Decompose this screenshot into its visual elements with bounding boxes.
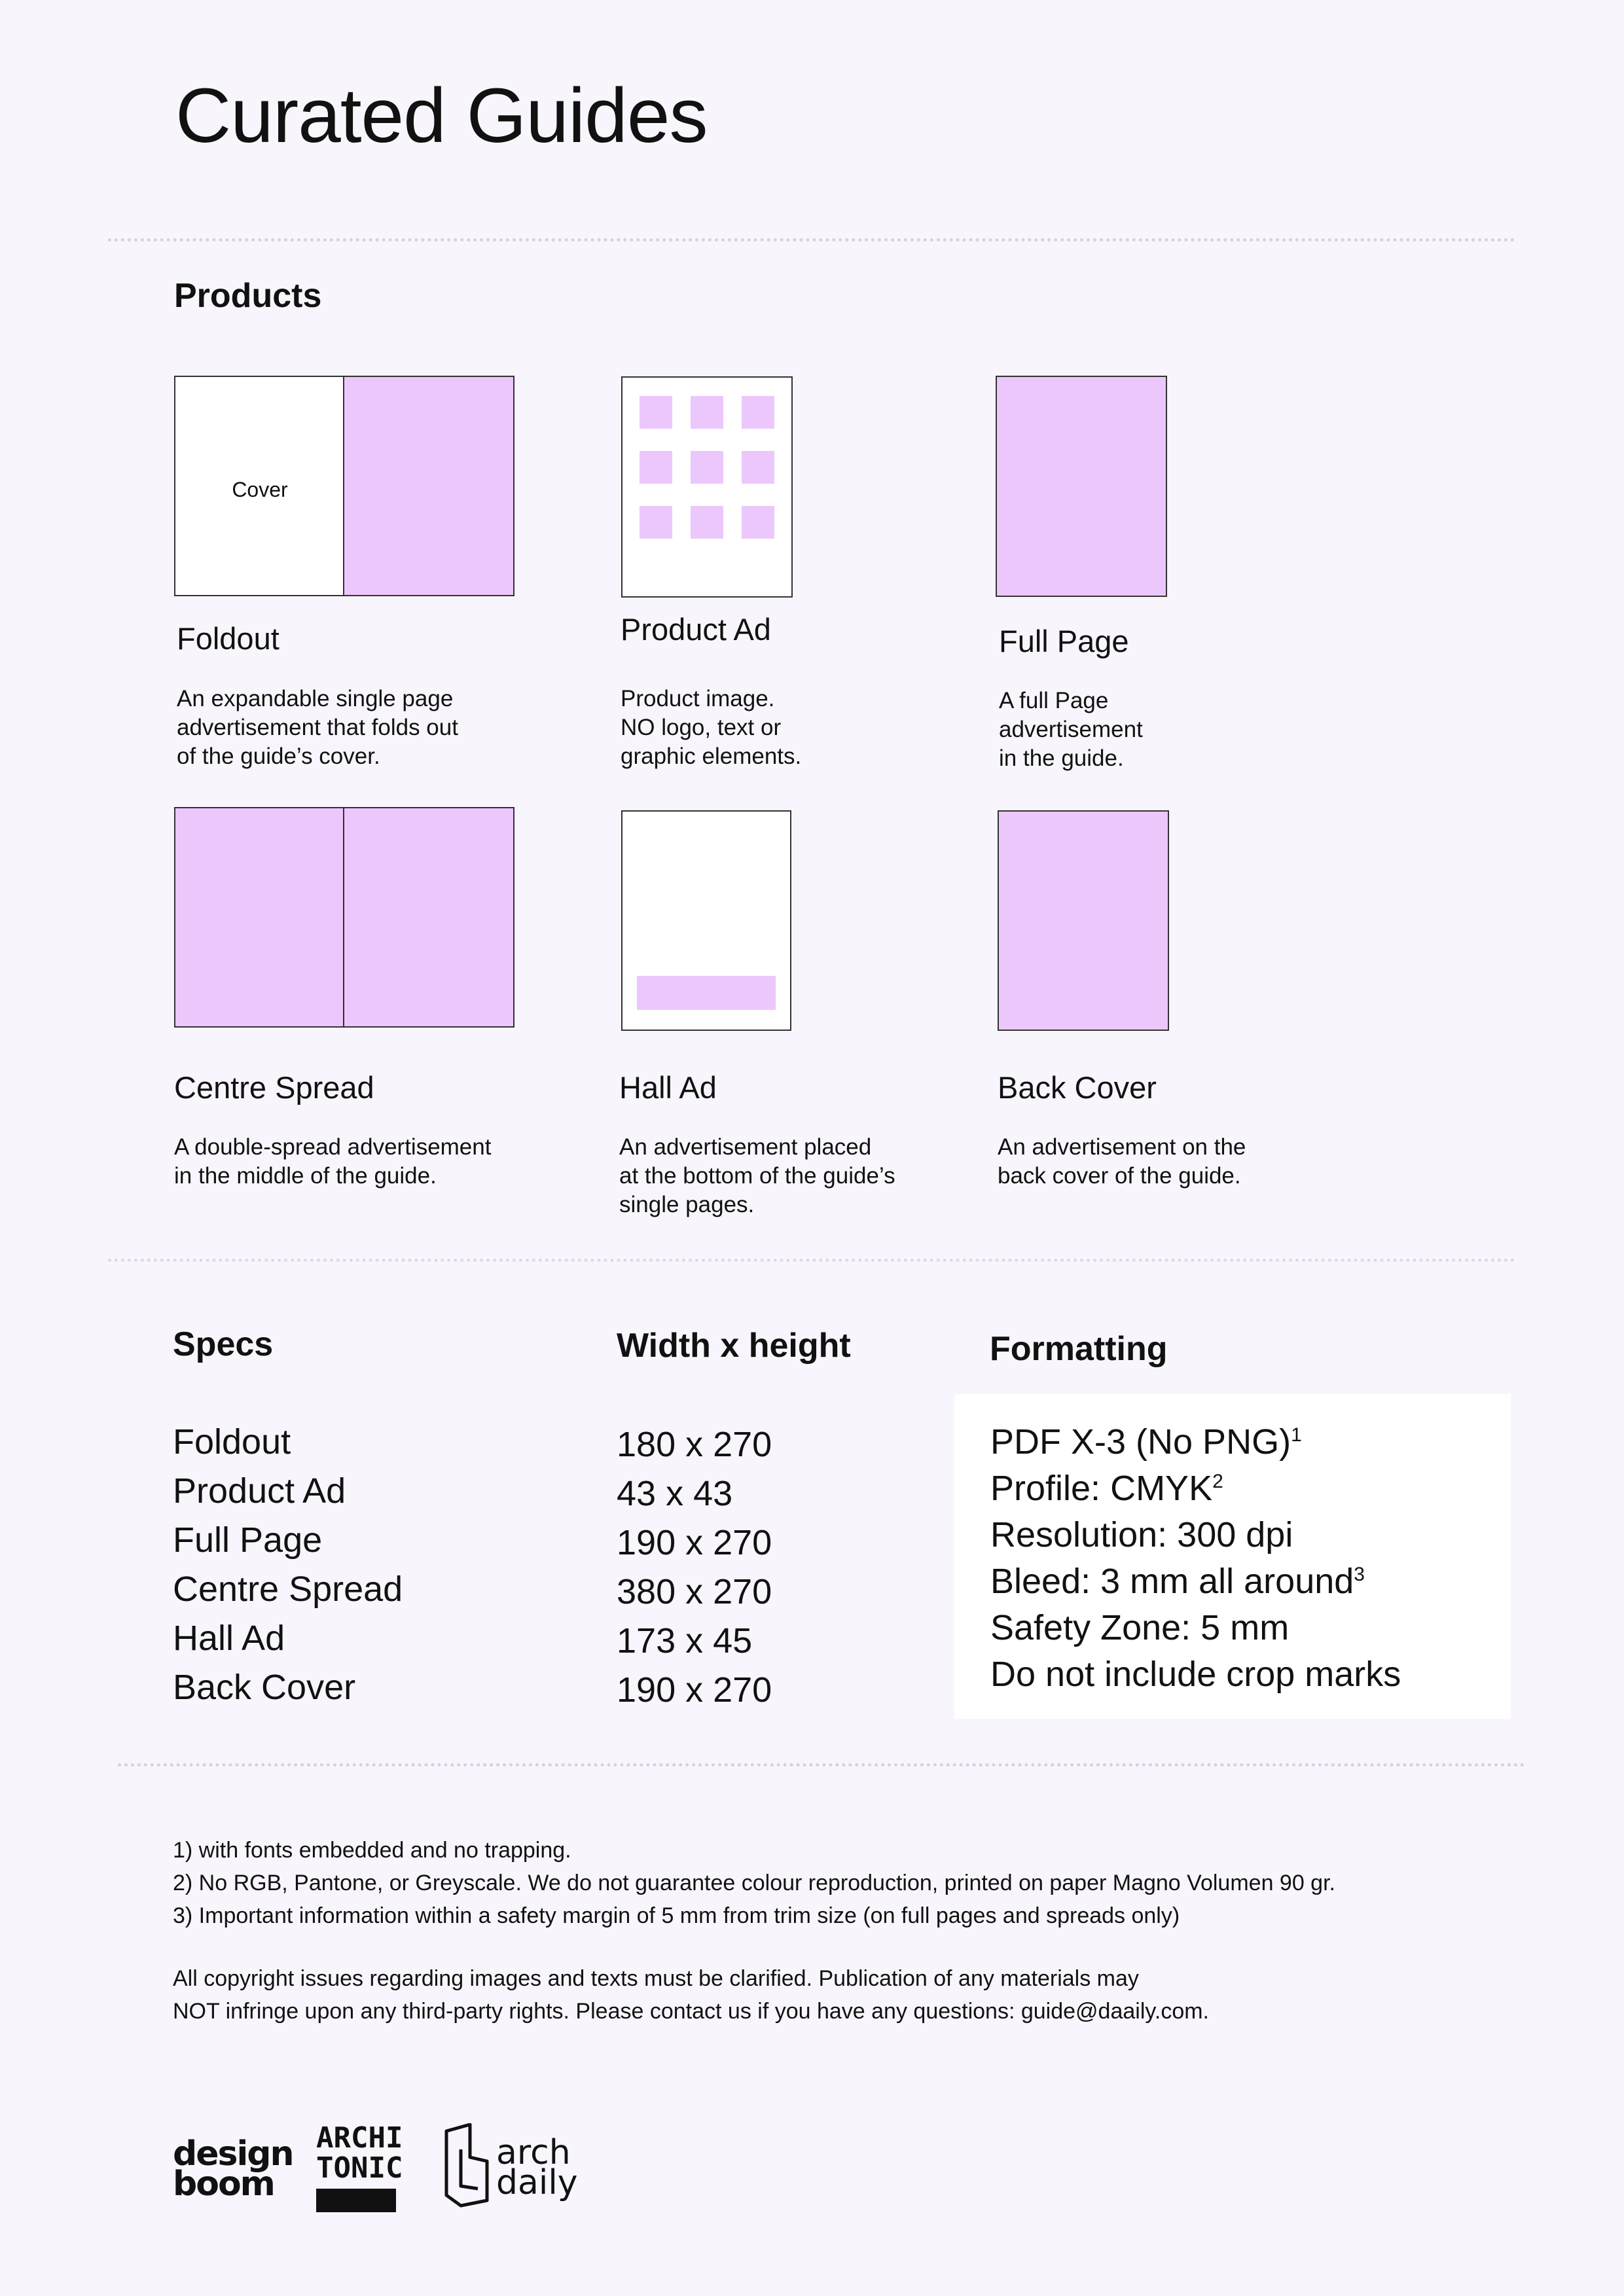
spec-name: Hall Ad xyxy=(173,1619,285,1658)
format-item: Bleed: 3 mm all around$^3$ xyxy=(990,1562,1365,1601)
divider-bottom xyxy=(118,1763,1525,1767)
spec-name: Product Ad xyxy=(173,1471,346,1511)
spec-size: 43 x 43 xyxy=(617,1474,733,1513)
product-desc-hall-ad: An advertisement placed at the bottom of the guide’s single pages. xyxy=(619,1134,895,1217)
footnote: 3) Important information within a safety margin of 5 mm from trim size (on full pages and spreads only) xyxy=(173,1903,1180,1928)
footnotes xyxy=(173,1834,1335,1932)
format-item: Profile: CMYK$^2$ xyxy=(990,1469,1223,1508)
format-item: Do not include crop marks xyxy=(990,1655,1401,1694)
spec-names xyxy=(173,1418,403,1712)
archdaily-logo: arch daily xyxy=(441,2121,585,2212)
footnote-ref: 3 xyxy=(1354,1564,1365,1585)
product-name-centre-spread: Centre Spread xyxy=(174,1070,374,1105)
full-page-thumbnail xyxy=(996,376,1167,597)
copyright-line: All copyright issues regarding images and texts must be clarified. Publication of any materials may xyxy=(173,1966,1139,1991)
spec-size: 180 x 270 xyxy=(617,1425,772,1464)
foldout-thumbnail xyxy=(174,376,514,596)
product-tile xyxy=(691,506,723,539)
product-desc-product-ad: Product image. NO logo, text or graphic elements. xyxy=(621,686,802,769)
centre-spread-thumbnail xyxy=(174,807,514,1028)
spec-size: 190 x 270 xyxy=(617,1523,772,1562)
product-name-hall-ad: Hall Ad xyxy=(619,1070,717,1105)
format-item: Safety Zone: 5 mm xyxy=(990,1608,1290,1647)
spec-size: 380 x 270 xyxy=(617,1572,772,1611)
product-tile xyxy=(742,451,774,484)
footnote: 2) No RGB, Pantone, or Greyscale. We do not guarantee colour reproduction, printed on paper Magno Volumen 90 gr. xyxy=(173,1871,1335,1895)
format-item: Resolution: 300 dpi xyxy=(990,1515,1293,1554)
spec-sizes xyxy=(617,1420,772,1715)
product-tile xyxy=(691,451,723,484)
formatting-box xyxy=(954,1394,1511,1719)
copyright-line: NOT infringe upon any third-party rights. Please contact us if you have any questions: guide@daaily.com. xyxy=(173,1999,1209,2024)
product-ad-thumbnail xyxy=(621,376,793,598)
product-tile xyxy=(742,506,774,539)
size-heading: Width x height xyxy=(617,1327,851,1365)
spec-name: Back Cover xyxy=(173,1668,356,1707)
footnote: 1) with fonts embedded and no trapping. xyxy=(173,1838,571,1863)
foldout-flap-panel xyxy=(343,376,514,596)
product-desc-back-cover: An advertisement on the back cover of the guide. xyxy=(998,1134,1246,1189)
hall-ad-banner xyxy=(637,976,776,1010)
product-tile xyxy=(640,396,672,429)
product-tile xyxy=(640,506,672,539)
product-desc-centre-spread: A double-spread advertisement in the middle of the guide. xyxy=(174,1134,492,1189)
page-title: Curated Guides xyxy=(175,73,708,159)
product-tile xyxy=(691,396,723,429)
spread-right-page xyxy=(343,807,514,1028)
copyright-notice xyxy=(173,1962,1209,2028)
format-item: PDF X-3 (No PNG)$^1$ xyxy=(990,1422,1302,1462)
product-name-foldout: Foldout xyxy=(177,621,280,656)
specs-heading: Specs xyxy=(173,1325,274,1363)
product-name-back-cover: Back Cover xyxy=(998,1070,1157,1105)
products-heading: Products xyxy=(174,277,322,315)
product-desc-foldout: An expandable single page advertisement that folds out of the guide’s cover. xyxy=(177,686,458,769)
product-name-full-page: Full Page xyxy=(999,624,1129,658)
foldout-cover-panel xyxy=(174,376,346,596)
spec-name: Foldout xyxy=(173,1422,291,1462)
hall-ad-thumbnail xyxy=(621,810,791,1031)
footnote-ref: 1 xyxy=(1291,1424,1302,1446)
spec-name: Full Page xyxy=(173,1520,323,1560)
spec-size: 190 x 270 xyxy=(617,1670,772,1710)
footnote-ref: 2 xyxy=(1212,1471,1223,1492)
architonic-bar xyxy=(316,2189,396,2212)
divider-top xyxy=(108,238,1515,242)
spec-size: 173 x 45 xyxy=(617,1621,753,1660)
divider-middle xyxy=(108,1259,1515,1262)
spread-left-page xyxy=(174,807,346,1028)
archdaily-mark-icon xyxy=(441,2123,494,2208)
architonic-logo: ARCHI TONIC xyxy=(316,2123,396,2212)
product-tile xyxy=(640,451,672,484)
product-tile xyxy=(742,396,774,429)
product-desc-full-page: A full Page advertisement in the guide. xyxy=(999,688,1143,771)
formatting-heading: Formatting xyxy=(990,1330,1168,1368)
spec-name: Centre Spread xyxy=(173,1570,403,1609)
designboom-logo: design boom xyxy=(173,2134,293,2204)
back-cover-thumbnail xyxy=(998,810,1169,1031)
product-name-product-ad: Product Ad xyxy=(621,612,771,647)
cover-label: Cover xyxy=(232,478,288,501)
